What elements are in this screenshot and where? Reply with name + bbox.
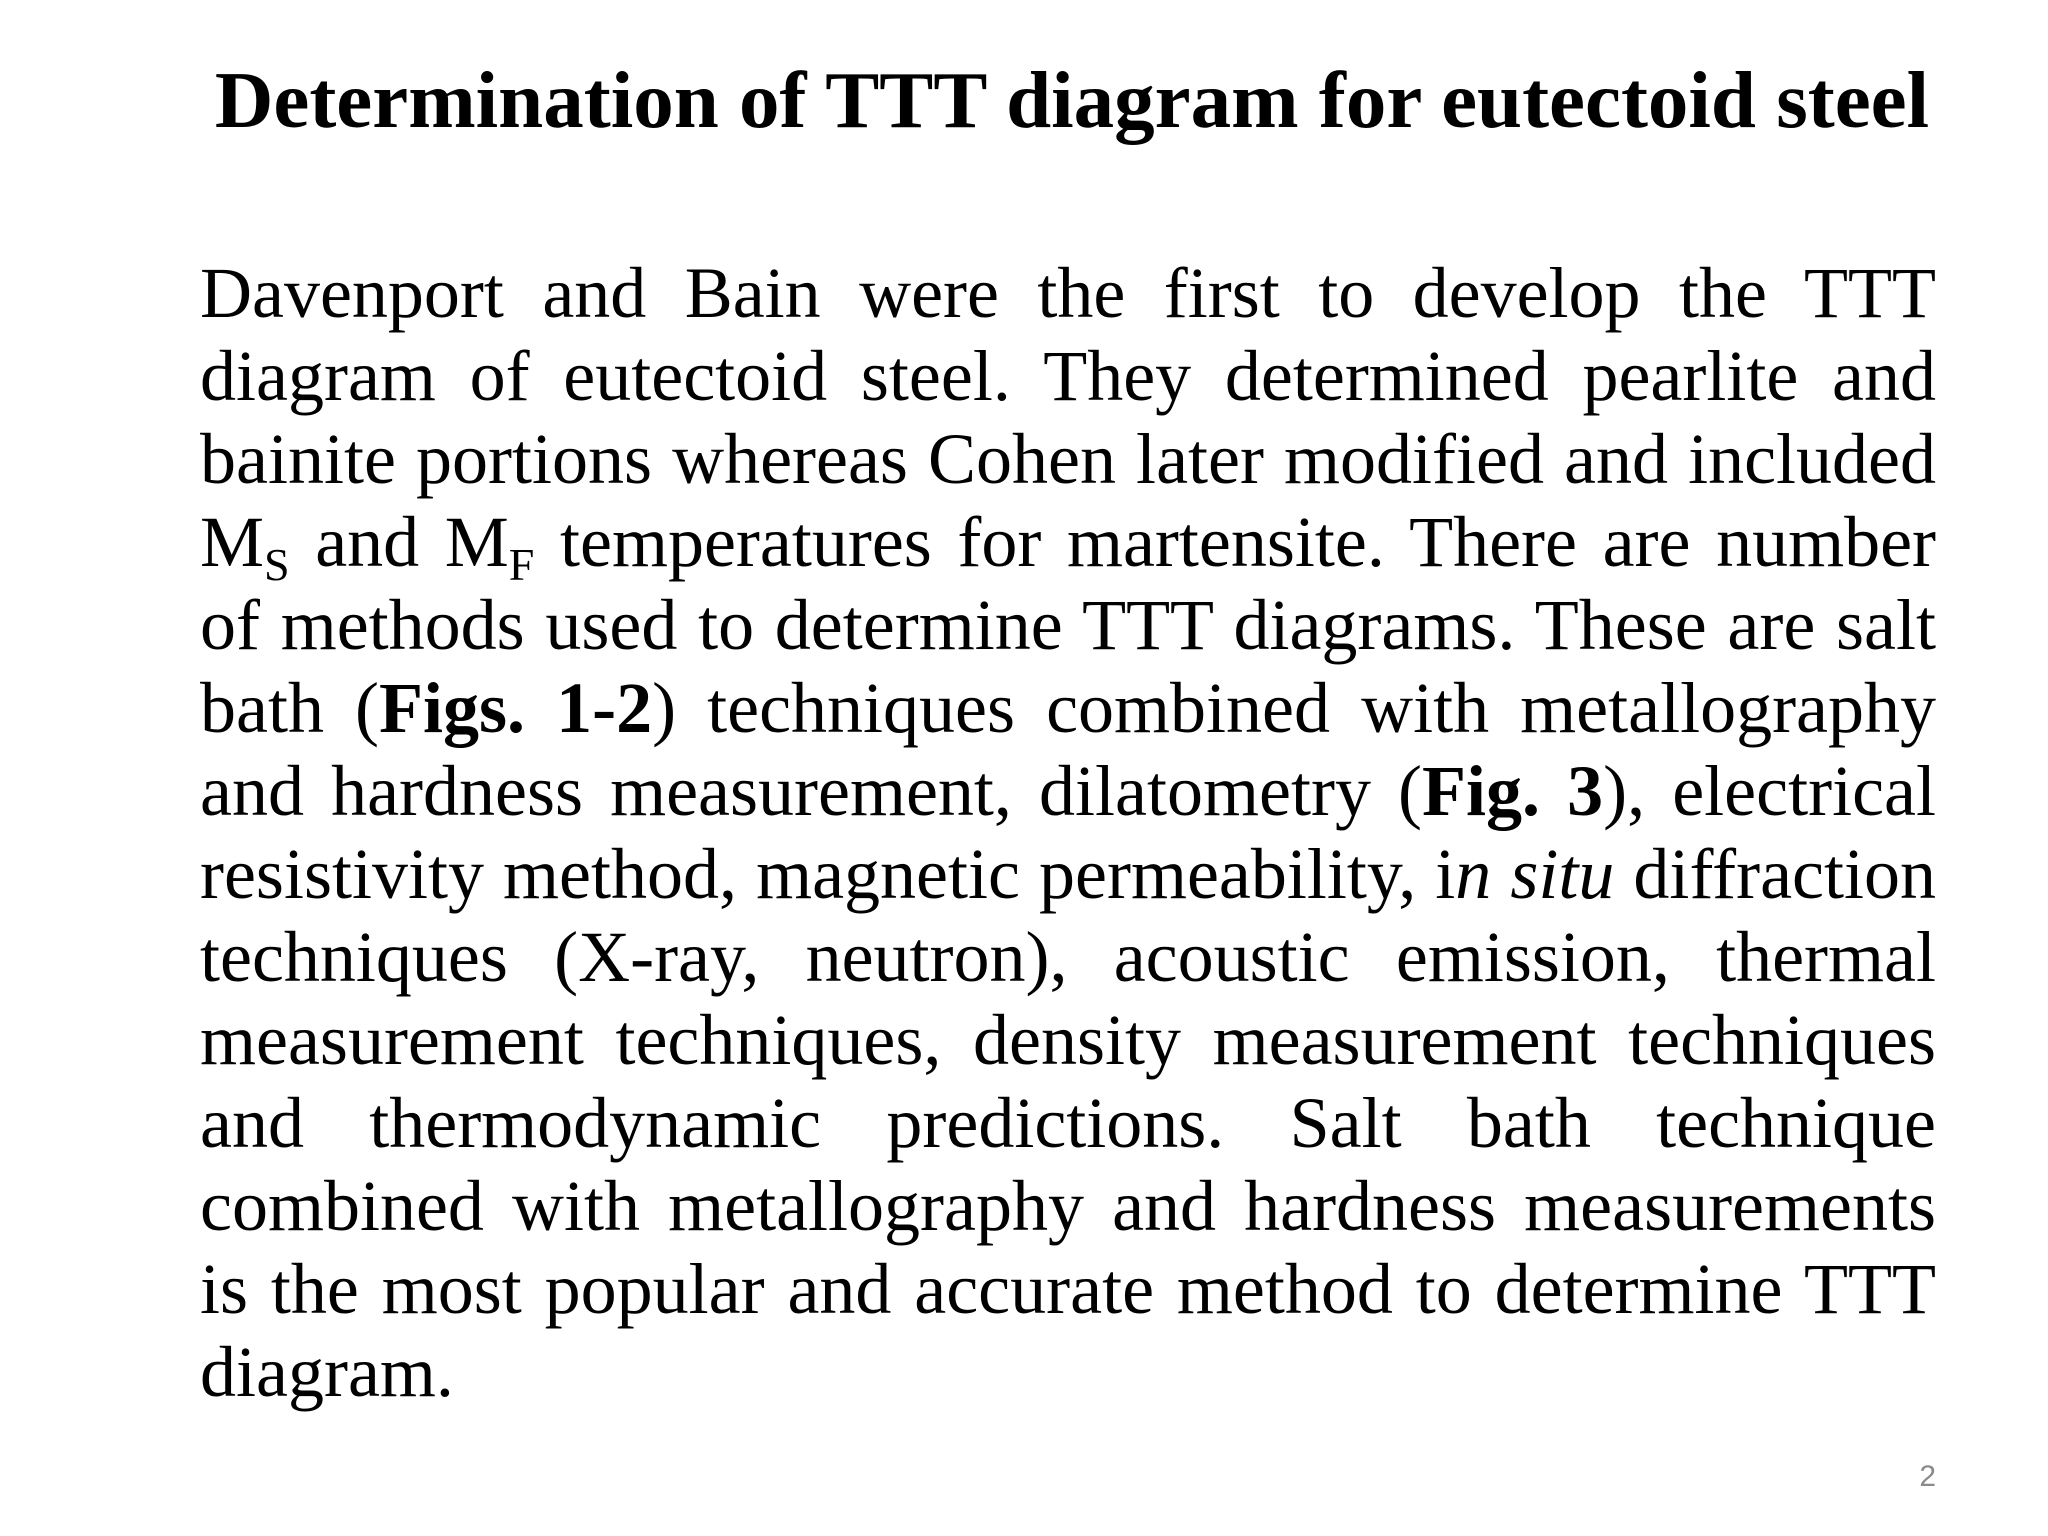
page-number: 2 — [1919, 1460, 1936, 1493]
body-paragraph — [200, 252, 1936, 1414]
text-run: and M — [289, 502, 509, 582]
ms-subscript: S — [264, 539, 290, 590]
slide-title: Determination of TTT diagram for eutectoid steel — [214, 55, 1930, 145]
text-run: diffraction techniques (X-ray, neutron), acoustic emission, thermal measurement techniques, density measurement techniques and thermodynamic predictions. Salt bath technique combined with metallography and hardness measurements is the most popular and accurate method to determine TTT diagram. — [200, 834, 1936, 1412]
text-run: temperatures for martensite. There are number of methods used to determine TTT diagrams. These are salt bath ( — [200, 502, 1936, 748]
text-run: ) techniques combined with metallography and hardness measurement, dilatometry ( — [200, 668, 1937, 831]
text-run: ), electrical resistivity method, magnetic permeability, i — [200, 751, 1937, 914]
figure-reference: Figs. 1-2 — [379, 668, 653, 748]
italic-term: n situ — [1455, 834, 1615, 914]
text-run: Davenport and Bain were the first to develop the TTT diagram of eutectoid steel. They determined pearlite and bainite portions whereas Cohen later modified and included M — [200, 253, 1936, 582]
figure-reference: Fig. 3 — [1422, 751, 1604, 831]
mf-subscript: F — [508, 539, 535, 590]
